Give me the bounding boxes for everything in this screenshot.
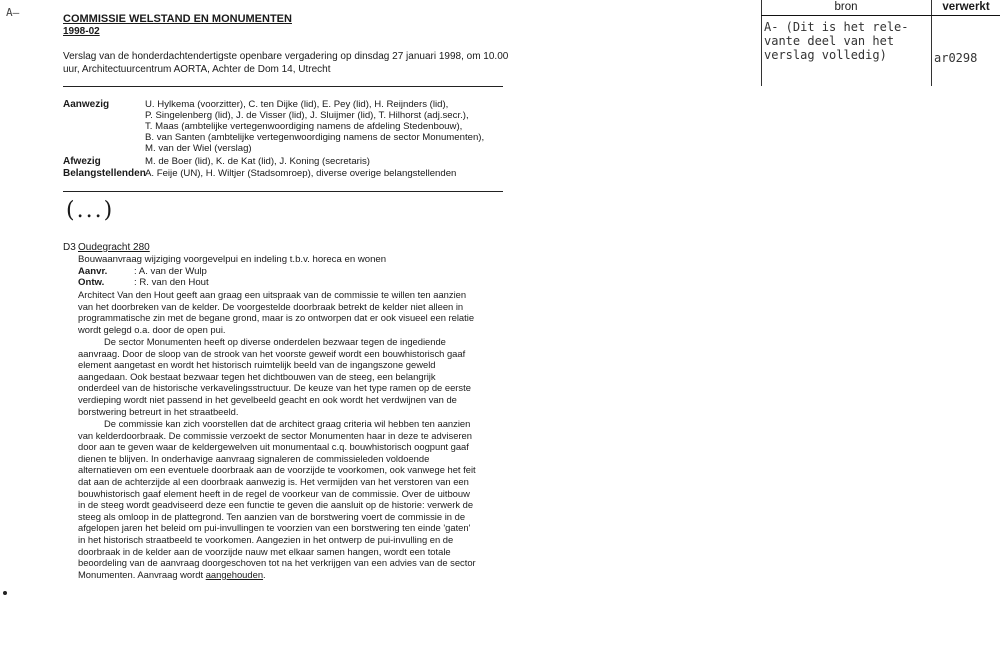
- source-note-line: vante deel van het: [764, 34, 895, 48]
- text-line: in het historisch straatbeeld te voorkomen. Aangezien in het ontwerp de pui-invulling en de: [78, 533, 454, 545]
- corner-mark: A–: [6, 6, 20, 19]
- item-code: D3: [63, 242, 76, 253]
- header-rule: [761, 15, 1000, 16]
- source-note-line: verslag volledig): [764, 48, 887, 62]
- text-line: alternatieven om een eventuele doorbraak aan de voorzijde te voorkomen, ook vanwege het feit: [78, 464, 476, 476]
- interested-text: A. Feije (UN), H. Wiltjer (Stadsomroep), diverse overige belangstellenden: [145, 168, 457, 179]
- document-title: COMMISSIE WELSTAND EN MONUMENTEN: [63, 13, 292, 25]
- intro-line-1: Verslag van de honderdachtendertigste openbare vergadering op dinsdag 27 januari 1998, om 10.00: [63, 51, 509, 62]
- designer-row: [78, 277, 209, 288]
- text-line: steeg als omloop in de plattegrond. Ten aanzien van de borstwering voert de commissie in de: [78, 510, 466, 522]
- text-line: dat aan de achterzijde al een doorbraak aanwezig is. Het vermijden van het verstoren van een: [78, 475, 469, 487]
- text-line: verdieping wordt niet passend in het gevelbeeld geacht en ook wordt het verdwijnen van de: [78, 393, 457, 405]
- archive-code: ar0298: [934, 51, 978, 65]
- absent-label: Afwezig: [63, 156, 101, 167]
- document-number: 1998-02: [63, 26, 100, 37]
- text-line: programmatische zin met de begane grond, maar is zo ontworpen dat er ook visueel een relatie: [78, 312, 475, 324]
- text-line-final: [78, 569, 488, 581]
- item-title: Oudegracht 280: [78, 242, 150, 253]
- text-line: wordt gelegd o.a. door de open pui.: [78, 323, 226, 335]
- text-line: beoordeling van de aanvraag doorgeschoven tot na het verkrijgen van een advies van de sector: [78, 557, 476, 569]
- text-line: van het doorbreken van de kelder. De voorgestelde doorbraak betrekt de kelder niet alleen in: [78, 300, 464, 312]
- present-line: P. Singelenberg (lid), J. de Visser (lid), J. Sluijmer (lid), T. Hilhorst (adj.secr.),: [145, 110, 469, 121]
- text-line: De commissie kan zich voorstellen dat de architect graag criteria wil hebben ten aanzien: [104, 418, 471, 429]
- text-line: bouwhistorisch gaaf element heeft in de regel de voorkeur van de commissie. Over de uitbouw: [78, 487, 470, 499]
- applicant-label: Aanvr.: [78, 266, 108, 277]
- designer-value: : R. van den Hout: [134, 277, 209, 288]
- final-text: Monumenten. Aanvraag wordt: [78, 568, 206, 580]
- present-line: T. Maas (ambtelijke vertegenwoordiging namens de afdeling Stedenbouw),: [145, 121, 463, 132]
- omission-marker: (...): [66, 198, 115, 223]
- present-label: Aanwezig: [63, 99, 110, 110]
- source-note: [764, 20, 929, 62]
- decision-text: aangehouden: [205, 568, 264, 580]
- item-subtitle: Bouwaanvraag wijziging voorgevelpui en indeling t.b.v. horeca en wonen: [78, 254, 387, 265]
- text-line: afgelopen jaren het beleid om pui-invullingen te voorzien van een borstwering ten einde 'gaten': [78, 522, 471, 534]
- divider-bottom: [63, 191, 503, 192]
- text-line: onderdeel van de historische verkavelingsstructuur. De keuze van het type ramen op de eerste: [78, 382, 471, 394]
- margin-dot: [3, 591, 7, 595]
- text-line: borstwering betreurt in het straatbeeld.: [78, 405, 239, 417]
- text-line: aanvraag. Door de sloop van de strook van het voorste geweif wordt een bouwhistorisch gaaf: [78, 347, 466, 359]
- present-line: U. Hylkema (voorzitter), C. ten Dijke (lid), E. Pey (lid), H. Reijnders (lid),: [145, 99, 449, 110]
- column-header-source: bron: [834, 1, 858, 13]
- text-line: element aangetast en wordt het historisch ruimtelijk beeld van de ingangszone geweld: [78, 359, 436, 371]
- source-table: [761, 0, 1000, 88]
- text-line: door aan te geven waar de keldergewelven uit monumentaal c.q. bouwhistorisch oogpunt gaaf: [78, 441, 469, 453]
- interested-label: Belangstellenden: [63, 168, 146, 179]
- text-line: dienen te blijven. In onderhavige aanvraag signaleren de commissieleden voldoende: [78, 452, 430, 464]
- divider-top: [63, 86, 503, 87]
- present-line: B. van Santen (ambtelijke vertegenwoordiging namens de sector Monumenten),: [145, 132, 485, 143]
- text-line: aangedaan. Ook bestaat bezwaar tegen het dichtbouwen van de steeg, een belangrijk: [78, 370, 436, 382]
- column-header-processed: verwerkt: [942, 1, 990, 13]
- text-line: Architect Van den Hout geeft aan graag een uitspraak van de commissie te willen ten aanzien: [78, 289, 467, 300]
- final-period: .: [263, 568, 266, 580]
- text-line: van kelderdoorbraak. De commissie verzoekt de sector Monumenten haar in deze te adviseren: [78, 429, 472, 441]
- source-note-line: A- (Dit is het rele-: [764, 20, 909, 34]
- text-line: De sector Monumenten heeft op diverse onderdelen bezwaar tegen de ingediende: [104, 336, 446, 347]
- text-line: in de steeg wordt geadviseerd deze een functie te geven die aansluit op de historie: verwerk de: [78, 499, 474, 511]
- meeting-intro: [63, 50, 518, 76]
- applicant-row: [78, 266, 207, 277]
- absent-text: M. de Boer (lid), K. de Kat (lid), J. Koning (secretaris): [145, 156, 370, 167]
- present-line: M. van der Wiel (verslag): [145, 143, 252, 154]
- paragraph-commission: [78, 418, 488, 580]
- paragraph-monuments: [78, 336, 488, 417]
- intro-line-2: uur, Architectuurcentrum AORTA, Achter de Dom 14, Utrecht: [63, 64, 331, 75]
- text-line: doorbraak in de kelder aan de voorzijde nauw met elkaar samen hangen, wordt een totale: [78, 545, 451, 557]
- designer-label: Ontw.: [78, 277, 105, 288]
- applicant-value: : A. van der Wulp: [134, 266, 207, 277]
- paragraph-architect: [78, 289, 488, 335]
